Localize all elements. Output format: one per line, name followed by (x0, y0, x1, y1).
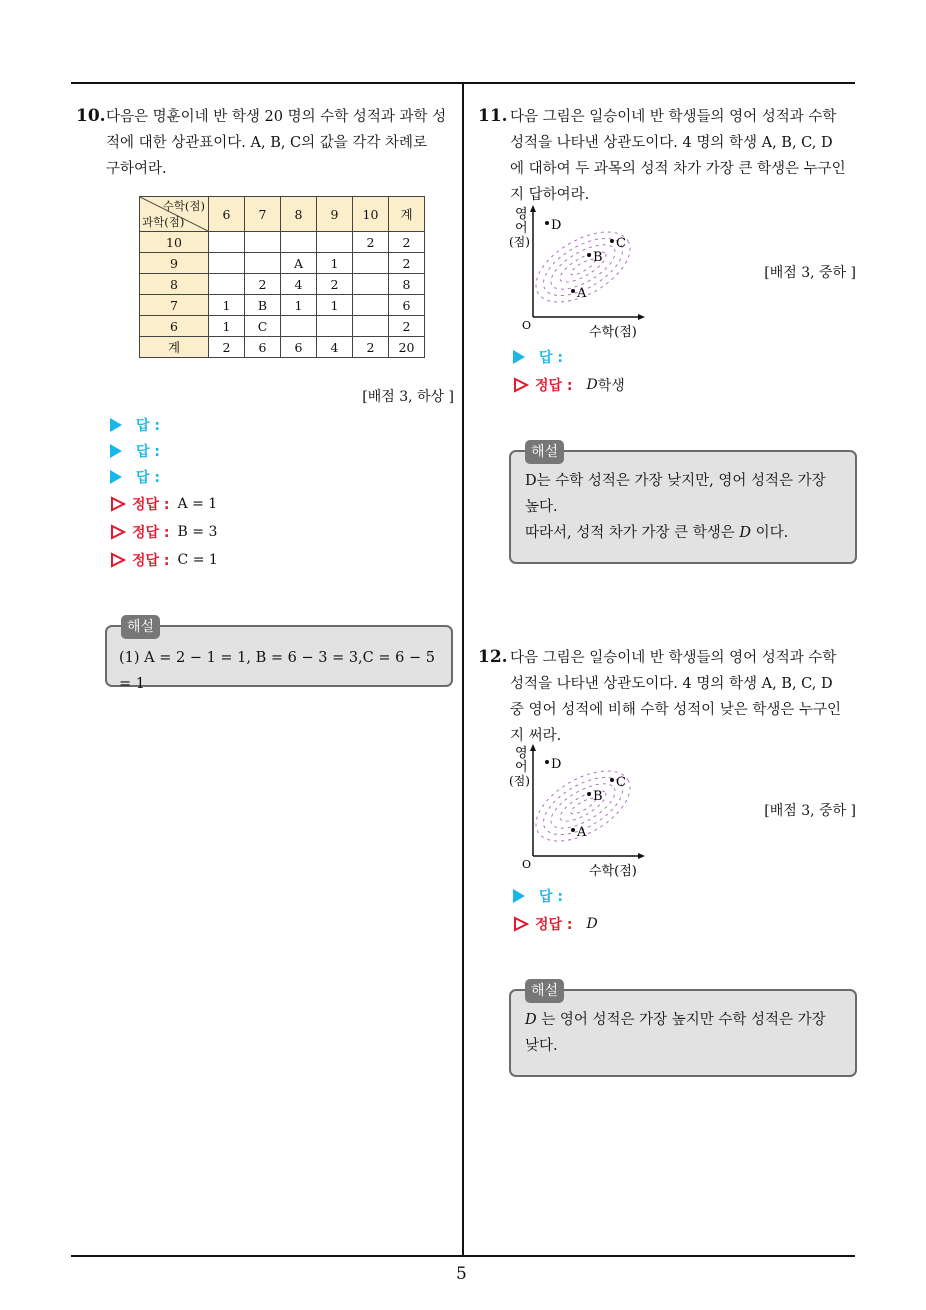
y-axis-arrow (530, 205, 536, 212)
point-d (545, 760, 549, 764)
explanation-line: D는 수학 성적은 가장 낮지만, 영어 성적은 가장 (525, 473, 826, 489)
q10-text-line: 적에 대한 상관표이다. A, B, C의 값을 각각 차례로 (106, 135, 428, 151)
scatter-cloud (524, 757, 641, 856)
explanation-text (525, 468, 826, 546)
answer-label: 답 : (136, 444, 160, 460)
q10-text-line: 구하여라. (106, 161, 167, 177)
explanation-text: (1) A = 2 − 1 = 1, B = 6 − 3 = 3,C = 6 − 5 = 1 (119, 650, 435, 692)
outline-triangle-icon (513, 377, 529, 393)
x-axis-arrow (638, 314, 645, 320)
q12-number: 12. (478, 647, 508, 667)
table-cell: 2 (389, 316, 425, 337)
q11-scatter-diagram (505, 205, 665, 340)
scatter-cloud (524, 218, 641, 317)
play-triangle-icon (513, 350, 525, 364)
page-number: 5 (456, 1264, 467, 1284)
point-label-b: B (593, 250, 603, 265)
q11-text-line: 성적을 나타낸 상관도이다. 4 명의 학생 A, B, C, D (510, 135, 833, 151)
y-axis-arrow (530, 744, 536, 751)
table-cell: 6 (245, 337, 281, 358)
table-cell (353, 274, 389, 295)
table-cell: A (281, 253, 317, 274)
table-cell (353, 295, 389, 316)
correct-label: 정답 : (132, 553, 170, 569)
explanation-end: 이다. (751, 525, 789, 541)
outline-triangle-icon (110, 524, 126, 540)
x-axis-label: 수학(점) (589, 864, 637, 879)
bottom-rule (71, 1255, 855, 1257)
q10-number: 10. (76, 106, 106, 126)
correct-label: 정답 : (535, 917, 573, 933)
table-cell: 4 (281, 274, 317, 295)
correct-value: C = 1 (177, 552, 218, 568)
q10-answer-blank (110, 466, 160, 488)
point-label-a: A (577, 825, 587, 840)
q12-text-line: 다음 그림은 일승이네 반 학생들의 영어 성적과 수학 (510, 650, 837, 666)
q11-answer-blank (513, 346, 563, 368)
table-cell: 2 (209, 337, 245, 358)
table-row (140, 316, 425, 337)
table-cell: 1 (209, 316, 245, 337)
q12-explanation-box (509, 983, 857, 1077)
play-triangle-icon (110, 470, 122, 484)
table-row (140, 274, 425, 295)
q12-text-line: 지 써라. (510, 728, 562, 744)
q10-score: [배점 3, 하상 ] (362, 389, 454, 405)
y-axis-label: 영 (515, 746, 528, 761)
correct-label: 정답 : (132, 525, 170, 541)
correlation-table (139, 196, 425, 358)
row-header: 계 (140, 337, 209, 358)
y-axis-label: 어 (515, 760, 528, 775)
answer-label: 답 : (539, 889, 563, 905)
correct-value: A = 1 (177, 496, 218, 512)
table-corner-cell (140, 197, 209, 232)
y-axis-label: 영 (515, 207, 528, 222)
explanation-line: 낮다. (525, 1038, 558, 1054)
row-header: 10 (140, 232, 209, 253)
q10-text (106, 104, 456, 182)
table-cell: 4 (317, 337, 353, 358)
outline-triangle-icon (110, 552, 126, 568)
explanation-line-text: 따라서, 성적 차가 가장 큰 학생은 (525, 525, 740, 541)
point-label-d: D (551, 218, 562, 233)
row-header: 9 (140, 253, 209, 274)
table-cell: 1 (317, 295, 353, 316)
q12-text-line: 성적을 나타낸 상관도이다. 4 명의 학생 A, B, C, D (510, 676, 833, 692)
correct-suffix: 학생 (597, 378, 625, 394)
table-cell: 1 (209, 295, 245, 316)
table-cell: 2 (353, 232, 389, 253)
explanation-tag: 해설 (525, 440, 564, 464)
table-cell (209, 232, 245, 253)
table-cell: 2 (389, 253, 425, 274)
point-label-c: C (616, 236, 626, 251)
q12-answer-blank (513, 885, 563, 907)
q10-explanation-box (105, 619, 453, 692)
point-b (587, 253, 591, 257)
col-header: 10 (353, 197, 389, 232)
table-row (140, 232, 425, 253)
q12-correct-answer (513, 913, 598, 935)
correct-variable: D (586, 377, 598, 393)
correct-label: 정답 : (535, 378, 573, 394)
answer-label: 답 : (136, 470, 160, 486)
table-row (140, 295, 425, 316)
table-cell: 20 (389, 337, 425, 358)
table-cell: 8 (389, 274, 425, 295)
table-cell (209, 274, 245, 295)
explanation-line: 높다. (525, 499, 558, 515)
q10-correct-answer (110, 521, 217, 543)
column-divider (462, 82, 464, 1257)
col-header: 6 (209, 197, 245, 232)
outline-triangle-icon (513, 916, 529, 932)
point-a (571, 828, 575, 832)
col-header: 계 (389, 197, 425, 232)
play-triangle-icon (110, 418, 122, 432)
q11-correct-answer (513, 374, 625, 396)
point-c (610, 778, 614, 782)
table-cell: 1 (281, 295, 317, 316)
table-row (140, 253, 425, 274)
point-label-c: C (616, 775, 626, 790)
table-cell (317, 232, 353, 253)
col-header: 8 (281, 197, 317, 232)
point-b (587, 792, 591, 796)
table-cell: B (245, 295, 281, 316)
q10-correct-answer (110, 493, 217, 515)
explanation-line-text: 는 영어 성적은 가장 높지만 수학 성적은 가장 (536, 1012, 826, 1028)
point-label-d: D (551, 757, 562, 772)
table-cell: 6 (281, 337, 317, 358)
table-cell (353, 316, 389, 337)
table-cell: 6 (389, 295, 425, 316)
col-header: 7 (245, 197, 281, 232)
correct-label: 정답 : (132, 497, 170, 513)
explanation-tag: 해설 (121, 615, 160, 639)
table-cell: 2 (317, 274, 353, 295)
row-header: 8 (140, 274, 209, 295)
q12-scatter-diagram (505, 744, 665, 879)
answer-label: 답 : (136, 418, 160, 434)
q11-text-line: 에 대하여 두 과목의 성적 차가 가장 큰 학생은 누구인 (510, 161, 846, 177)
explanation-variable: D (525, 1012, 537, 1028)
origin-label: O (522, 319, 532, 332)
y-axis-label: (점) (509, 235, 530, 249)
y-axis-label: (점) (509, 774, 530, 788)
q10-answer-blank (110, 440, 160, 462)
table-cell: 2 (245, 274, 281, 295)
point-label-a: A (577, 286, 587, 301)
table-cell: C (245, 316, 281, 337)
explanation-text (525, 1007, 826, 1059)
corner-bottom-label: 과학(점) (142, 215, 185, 229)
x-axis-arrow (638, 853, 645, 859)
table-cell (281, 316, 317, 337)
table-cell (317, 316, 353, 337)
explanation-variable: D (739, 525, 751, 541)
play-triangle-icon (513, 889, 525, 903)
table-cell (209, 253, 245, 274)
table-cell (281, 232, 317, 253)
answer-label: 답 : (539, 350, 563, 366)
q12-text (510, 645, 860, 749)
row-header: 6 (140, 316, 209, 337)
q12-text-line: 중 영어 성적에 비해 수학 성적이 낮은 학생은 누구인 (510, 702, 842, 718)
play-triangle-icon (110, 444, 122, 458)
q10-correct-answer (110, 549, 218, 571)
q10-answer-blank (110, 414, 160, 436)
x-axis-label: 수학(점) (589, 325, 637, 340)
explanation-tag: 해설 (525, 979, 564, 1003)
q11-number: 11. (478, 106, 508, 126)
outline-triangle-icon (110, 496, 126, 512)
q11-explanation-box (509, 444, 857, 564)
table-cell (245, 253, 281, 274)
origin-label: O (522, 858, 532, 871)
table-cell: 2 (353, 337, 389, 358)
y-axis-label: 어 (515, 221, 528, 236)
q11-score: [배점 3, 중하 ] (764, 265, 856, 281)
q11-text-line: 다음 그림은 일승이네 반 학생들의 영어 성적과 수학 (510, 109, 837, 125)
table-cell (245, 232, 281, 253)
explanation-line (525, 520, 826, 546)
row-header: 7 (140, 295, 209, 316)
point-c (610, 239, 614, 243)
point-label-b: B (593, 789, 603, 804)
point-a (571, 289, 575, 293)
explanation-line (525, 1007, 826, 1033)
q12-score: [배점 3, 중하 ] (764, 803, 856, 819)
table-cell (353, 253, 389, 274)
point-d (545, 221, 549, 225)
corner-top-label: 수학(점) (162, 199, 205, 213)
q11-text (510, 104, 860, 208)
q11-text-line: 지 답하여라. (510, 187, 590, 203)
table-header-row (140, 197, 425, 232)
table-total-row (140, 337, 425, 358)
q10-text-line: 다음은 명훈이네 반 학생 20 명의 수학 성적과 과학 성 (106, 109, 447, 125)
correct-variable: D (586, 916, 598, 932)
correct-value: B = 3 (177, 524, 218, 540)
col-header: 9 (317, 197, 353, 232)
table-cell: 1 (317, 253, 353, 274)
table-cell: 2 (389, 232, 425, 253)
